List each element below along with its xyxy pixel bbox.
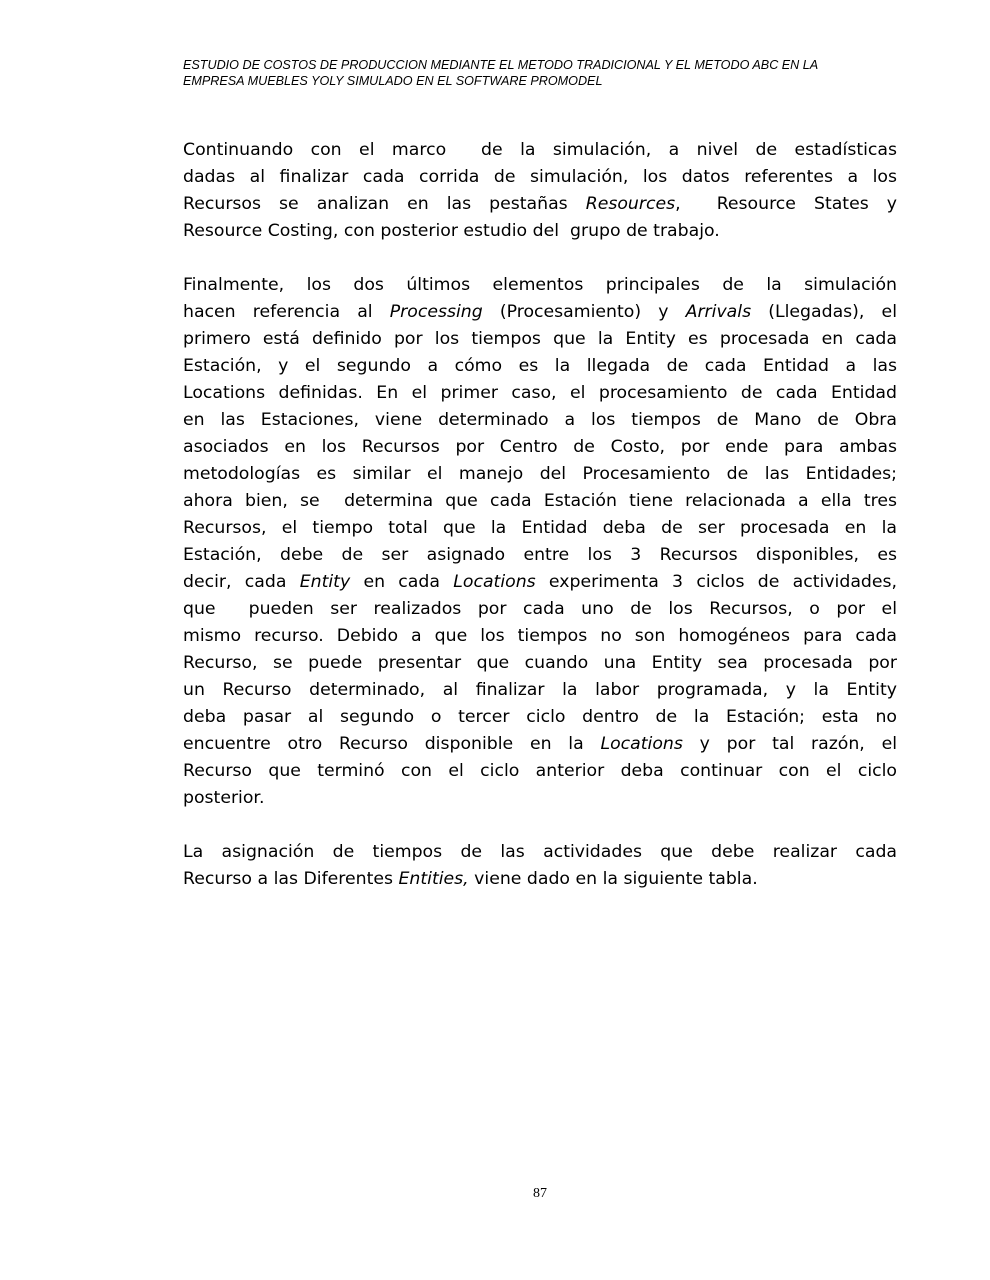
text-line xyxy=(183,623,897,650)
text-line xyxy=(183,137,897,164)
text-run: experimenta 3 ciclos de actividades, xyxy=(535,572,898,592)
italic-term: Processing xyxy=(389,302,483,322)
text-run: (Procesamiento) y xyxy=(482,302,686,322)
text-line xyxy=(183,515,897,542)
text-line xyxy=(183,353,897,380)
text-line xyxy=(183,569,897,596)
text-run: dadas al finalizar cada corrida de simulación, los datos referentes a los xyxy=(183,167,897,187)
italic-term: Locations xyxy=(600,734,683,754)
text-run: Finalmente, los dos últimos elementos principales de la simulación xyxy=(183,275,897,295)
text-run: Locations definidas. En el primer caso, el procesamiento de cada Entidad xyxy=(183,383,897,403)
header-line: EMPRESA MUEBLES YOLY SIMULADO EN EL SOFTWARE PROMODEL xyxy=(183,74,603,88)
italic-term: Locations xyxy=(453,572,536,592)
text-line xyxy=(183,785,897,812)
text-line xyxy=(183,542,897,569)
text-run: encuentre otro Recurso disponible en la xyxy=(183,734,601,754)
text-run: La asignación de tiempos de las actividades que debe realizar cada xyxy=(183,842,897,862)
text-run: (Llegadas), el xyxy=(751,302,897,322)
paragraph xyxy=(183,272,897,812)
text-run: Resource Costing, con posterior estudio del grupo de trabajo. xyxy=(183,221,720,241)
text-run: en las Estaciones, viene determinado a los tiempos de Mano de Obra xyxy=(183,410,897,430)
text-line xyxy=(183,731,897,758)
text-line xyxy=(183,299,897,326)
text-line xyxy=(183,488,897,515)
text-line xyxy=(183,272,897,299)
text-run: hacen referencia al xyxy=(183,302,390,322)
text-line xyxy=(183,434,897,461)
text-line xyxy=(183,461,897,488)
text-run: que pueden ser realizados por cada uno de los Recursos, o por el xyxy=(183,599,897,619)
text-run: en cada xyxy=(350,572,454,592)
text-run: primero está definido por los tiempos que la Entity es procesada en cada xyxy=(183,329,897,349)
text-run: Recurso que terminó con el ciclo anterior deba continuar con el ciclo xyxy=(183,761,897,781)
text-line xyxy=(183,164,897,191)
text-run: ahora bien, se determina que cada Estación tiene relacionada a ella tres xyxy=(183,491,897,511)
text-run: Recursos se analizan en las pestañas xyxy=(183,194,586,214)
running-header xyxy=(183,57,903,89)
text-run: un Recurso determinado, al finalizar la labor programada, y la Entity xyxy=(183,680,897,700)
text-run: metodologías es similar el manejo del Procesamiento de las Entidades; xyxy=(183,464,897,484)
text-run: , Resource States y xyxy=(675,194,897,214)
text-run: y por tal razón, el xyxy=(682,734,898,754)
text-run: Continuando con el marco de la simulación, a nivel de estadísticas xyxy=(183,140,897,160)
text-line xyxy=(183,596,897,623)
italic-term: Entities, xyxy=(398,869,469,889)
text-run: Estación, y el segundo a cómo es la llegada de cada Entidad a las xyxy=(183,356,897,376)
text-line xyxy=(183,218,897,245)
text-line xyxy=(183,407,897,434)
italic-term: Resources xyxy=(585,194,676,214)
text-run: mismo recurso. Debido a que los tiempos no son homogéneos para cada xyxy=(183,626,897,646)
text-line xyxy=(183,326,897,353)
text-run: decir, cada xyxy=(183,572,300,592)
text-run: deba pasar al segundo o tercer ciclo dentro de la Estación; esta no xyxy=(183,707,897,727)
text-run: Recursos, el tiempo total que la Entidad deba de ser procesada en la xyxy=(183,518,897,538)
text-run: Estación, debe de ser asignado entre los 3 Recursos disponibles, es xyxy=(183,545,897,565)
italic-term: Arrivals xyxy=(685,302,752,322)
text-run: asociados en los Recursos por Centro de Costo, por ende para ambas xyxy=(183,437,897,457)
text-run: viene dado en la siguiente tabla. xyxy=(468,869,758,889)
italic-term: Entity xyxy=(299,572,351,592)
text-line xyxy=(183,677,897,704)
text-line xyxy=(183,650,897,677)
text-line xyxy=(183,191,897,218)
text-line xyxy=(183,758,897,785)
page-number: 87 xyxy=(533,1186,547,1201)
text-run: Recurso, se puede presentar que cuando una Entity sea procesada por xyxy=(183,653,897,673)
paragraph xyxy=(183,839,897,893)
text-run: posterior. xyxy=(183,788,265,808)
paragraph xyxy=(183,137,897,245)
body-text xyxy=(183,137,897,920)
text-line xyxy=(183,839,897,866)
text-line xyxy=(183,704,897,731)
text-run: Recurso a las Diferentes xyxy=(183,869,399,889)
header-line: ESTUDIO DE COSTOS DE PRODUCCION MEDIANTE EL METODO TRADICIONAL Y EL METODO ABC EN LA xyxy=(183,58,819,72)
text-line xyxy=(183,380,897,407)
text-line xyxy=(183,866,897,893)
